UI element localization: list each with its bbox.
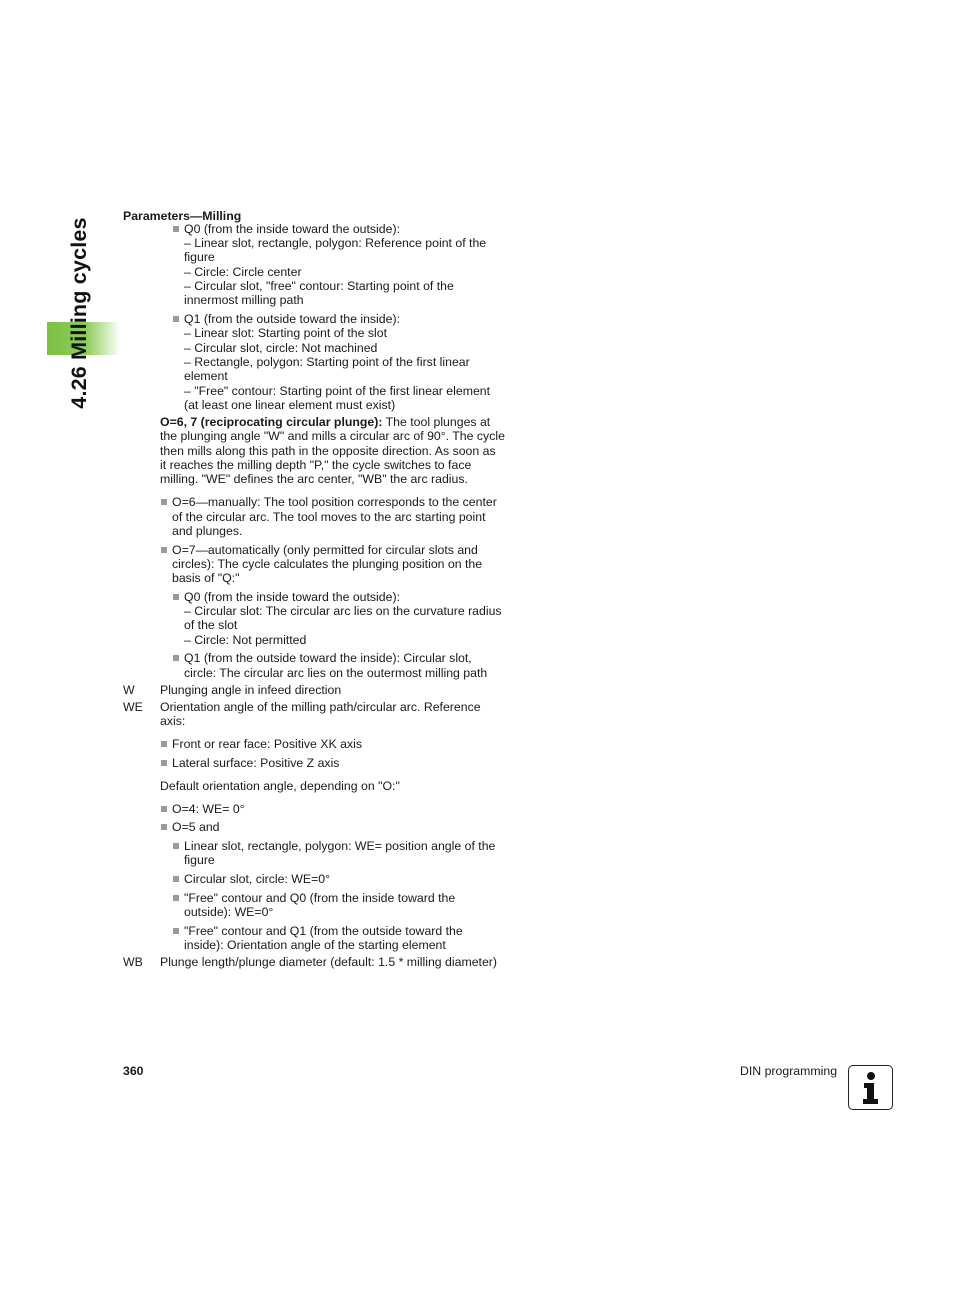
square-bullet-icon <box>173 895 179 901</box>
text-line: – Circular slot: The circular arc lies on the curvature radius <box>184 604 502 618</box>
paragraph-line: it reaches the milling depth "P," the cycle switches to face <box>160 458 472 472</box>
chapter-title: 4.26 Milling cycles <box>66 217 91 409</box>
text-line: circles): The cycle calculates the plunging position on the <box>172 557 483 571</box>
square-bullet-icon <box>173 594 179 600</box>
text-line: circle: The circular arc lies on the outermost milling path <box>184 666 488 680</box>
paragraph-line: O=6, 7 (reciprocating circular plunge): The tool plunges at <box>160 415 491 429</box>
list-item: O=7—automatically (only permitted for circular slots and <box>161 543 478 557</box>
text-line: and plunges. <box>172 524 243 538</box>
text-line: – Rectangle, polygon: Starting point of the first linear <box>184 355 470 369</box>
text-line: – Linear slot: Starting point of the slot <box>184 326 388 340</box>
list-item: O=4: WE= 0° <box>161 802 245 816</box>
text-line: – Circular slot, circle: Not machined <box>184 341 378 355</box>
square-bullet-icon <box>173 928 179 934</box>
text-line: Default orientation angle, depending on "O:" <box>160 779 400 793</box>
text-line: basis of "Q:" <box>172 571 240 585</box>
square-bullet-icon <box>161 741 167 747</box>
square-bullet-icon <box>161 547 167 553</box>
param-desc-wb: Plunge length/plunge diameter (default: 1.5 * milling diameter) <box>160 955 497 969</box>
text-line: element <box>184 369 228 383</box>
text-line: of the slot <box>184 618 238 632</box>
square-bullet-icon <box>173 226 179 232</box>
paragraph-line: milling. "WE" defines the arc center, "WB" the arc radius. <box>160 472 468 486</box>
text-line: of the circular arc. The tool moves to the arc starting point <box>172 510 486 524</box>
list-item: Lateral surface: Positive Z axis <box>161 756 339 770</box>
footer-section-title: DIN programming <box>740 1064 838 1078</box>
page-number: 360 <box>123 1064 144 1078</box>
param-desc-w: Plunging angle in infeed direction <box>160 683 342 697</box>
text-line: – Circular slot, "free" contour: Starting point of the <box>184 279 454 293</box>
text-line: – Circle: Not permitted <box>184 633 307 647</box>
text-line: figure <box>184 853 215 867</box>
param-key-w: W <box>123 683 135 697</box>
info-icon <box>848 1065 893 1110</box>
section-heading: Parameters—Milling <box>123 209 242 223</box>
text-line: – "Free" contour: Starting point of the first linear element <box>184 384 491 398</box>
text-line: (at least one linear element must exist) <box>184 398 396 412</box>
list-item: Q0 (from the inside toward the outside): <box>173 590 400 604</box>
list-item: Q1 (from the outside toward the inside): Circular slot, <box>173 651 472 665</box>
list-item: Front or rear face: Positive XK axis <box>161 737 362 751</box>
square-bullet-icon <box>161 499 167 505</box>
square-bullet-icon <box>173 876 179 882</box>
square-bullet-icon <box>173 655 179 661</box>
param-desc-we: Orientation angle of the milling path/circular arc. Reference <box>160 700 481 714</box>
square-bullet-icon <box>161 824 167 830</box>
square-bullet-icon <box>173 843 179 849</box>
square-bullet-icon <box>161 760 167 766</box>
text-line: inside): Orientation angle of the starting element <box>184 938 446 952</box>
square-bullet-icon <box>161 806 167 812</box>
param-key-wb: WB <box>123 955 143 969</box>
text-line: figure <box>184 250 215 264</box>
list-item: "Free" contour and Q1 (from the outside toward the <box>173 924 463 938</box>
list-item: Circular slot, circle: WE=0° <box>173 872 330 886</box>
paragraph-line: then mills along this path in the opposite direction. As soon as <box>160 444 496 458</box>
list-item: O=5 and <box>161 820 220 834</box>
list-item: O=6—manually: The tool position corresponds to the center <box>161 495 497 509</box>
list-item: "Free" contour and Q0 (from the inside toward the <box>173 891 455 905</box>
paragraph-line: the plunging angle "W" and mills a circular arc of 90°. The cycle <box>160 429 505 443</box>
list-item: Linear slot, rectangle, polygon: WE= position angle of the <box>173 839 495 853</box>
list-item: Q0 (from the inside toward the outside): <box>173 222 400 236</box>
text-line: – Linear slot, rectangle, polygon: Reference point of the <box>184 236 487 250</box>
text-line: – Circle: Circle center <box>184 265 302 279</box>
square-bullet-icon <box>173 316 179 322</box>
text-line: axis: <box>160 714 186 728</box>
text-line: innermost milling path <box>184 293 304 307</box>
list-item: Q1 (from the outside toward the inside): <box>173 312 400 326</box>
param-key-we: WE <box>123 700 143 714</box>
text-line: outside): WE=0° <box>184 905 274 919</box>
